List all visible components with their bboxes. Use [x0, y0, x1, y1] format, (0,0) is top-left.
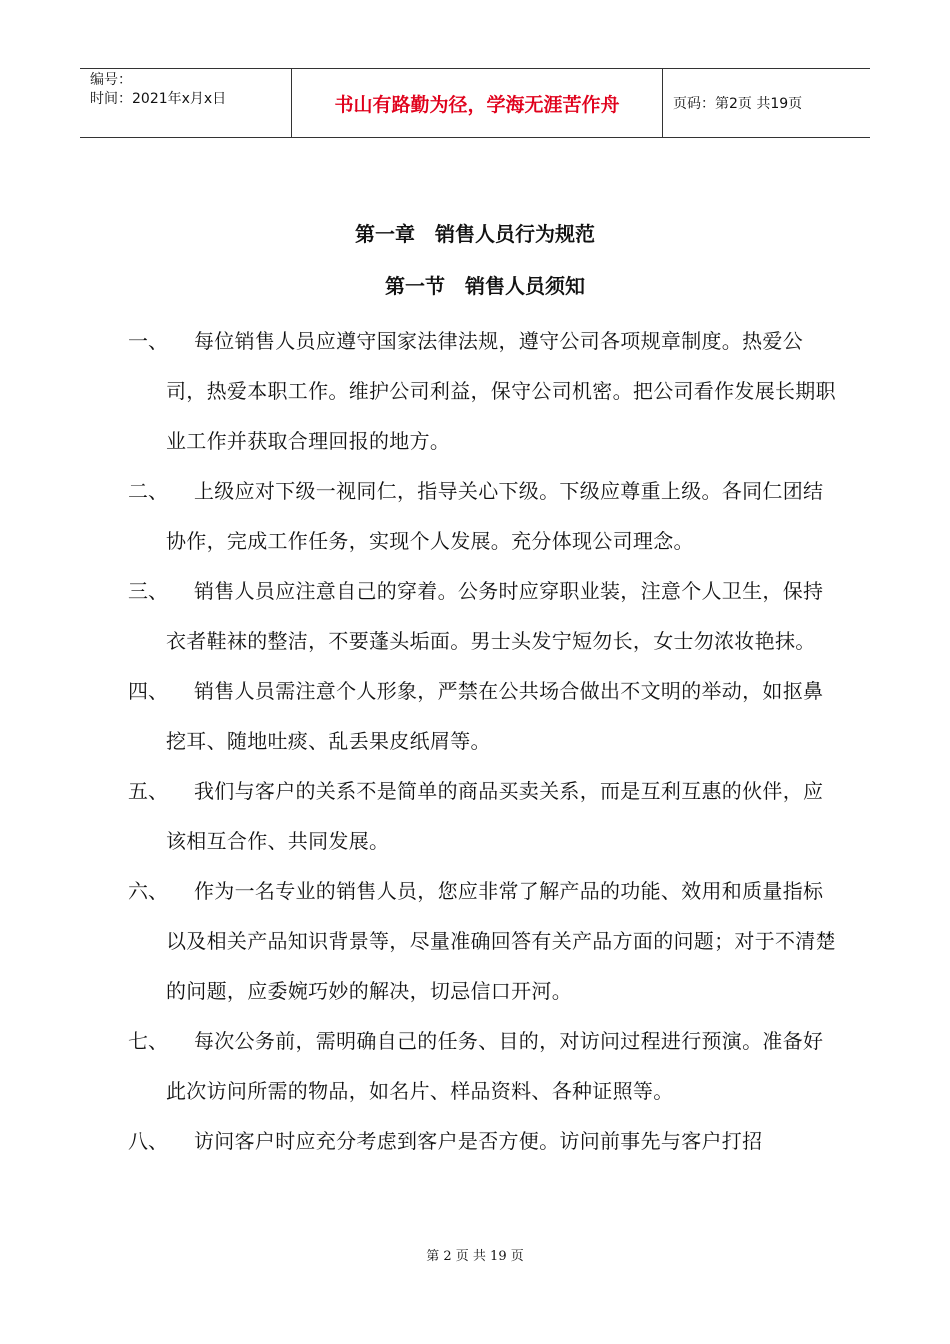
- header-meta: [80, 69, 292, 137]
- page-header: [80, 68, 870, 138]
- item-text: 每位销售人员应遵守国家法律法规，遵守公司各项规章制度。热爱公司，热爱本职工作。维护公司利益，保守公司机密。把公司看作发展长期职业工作并获取合理回报的地方。: [166, 329, 836, 453]
- list-item: [0, 316, 950, 466]
- item-text: 我们与客户的关系不是简单的商品买卖关系，而是互利互惠的伙伴，应该相互合作、共同发展。: [166, 779, 824, 853]
- list-item: [0, 666, 950, 766]
- item-number: 六、: [128, 879, 168, 903]
- item-text: 作为一名专业的销售人员，您应非常了解产品的功能、效用和质量指标以及相关产品知识背景等，尽量准确回答有关产品方面的问题；对于不清楚的问题，应委婉巧妙的解决，切忌信口开河。: [166, 879, 836, 1003]
- item-number: 五、: [128, 779, 168, 803]
- section-title: 第一节 销售人员须知: [385, 274, 585, 298]
- list-item: [0, 1116, 950, 1166]
- chapter-title: 第一章 销售人员行为规范: [355, 222, 595, 246]
- list-item: [0, 566, 950, 666]
- list-item: [0, 466, 950, 566]
- item-text: 销售人员需注意个人形象，严禁在公共场合做出不文明的举动，如抠鼻挖耳、随地吐痰、乱丢果皮纸屑等。: [166, 679, 824, 753]
- page-footer: 第 2 页 共 19 页: [426, 1249, 524, 1264]
- item-text: 上级应对下级一视同仁，指导关心下级。下级应尊重上级。各同仁团结协作，完成工作任务，实现个人发展。充分体现公司理念。: [166, 479, 824, 553]
- header-motto: 书山有路勤为径，学海无涯苦作舟: [292, 69, 663, 137]
- item-number: 一、: [128, 329, 168, 353]
- item-number: 八、: [128, 1129, 168, 1153]
- item-number: 四、: [128, 679, 168, 703]
- item-number: 二、: [128, 479, 168, 503]
- item-text: 访问客户时应充分考虑到客户是否方便。访问前事先与客户打招: [194, 1129, 763, 1153]
- list-item: [0, 866, 950, 1016]
- number-label: 编号：: [90, 72, 132, 88]
- date-label: 时间：2021年x月x日: [90, 91, 227, 107]
- item-number: 三、: [128, 579, 168, 603]
- item-text: 销售人员应注意自己的穿着。公务时应穿职业装，注意个人卫生，保持衣者鞋袜的整洁，不要蓬头垢面。男士头发宁短勿长，女士勿浓妆艳抹。: [166, 579, 824, 653]
- item-number: 七、: [128, 1029, 168, 1053]
- rules-list: [0, 316, 950, 1166]
- item-text: 每次公务前，需明确自己的任务、目的，对访问过程进行预演。准备好此次访问所需的物品，如名片、样品资料、各种证照等。: [166, 1029, 824, 1103]
- header-page-info: 页码：第2页 共19页: [673, 96, 803, 112]
- list-item: [0, 1016, 950, 1116]
- list-item: [0, 766, 950, 866]
